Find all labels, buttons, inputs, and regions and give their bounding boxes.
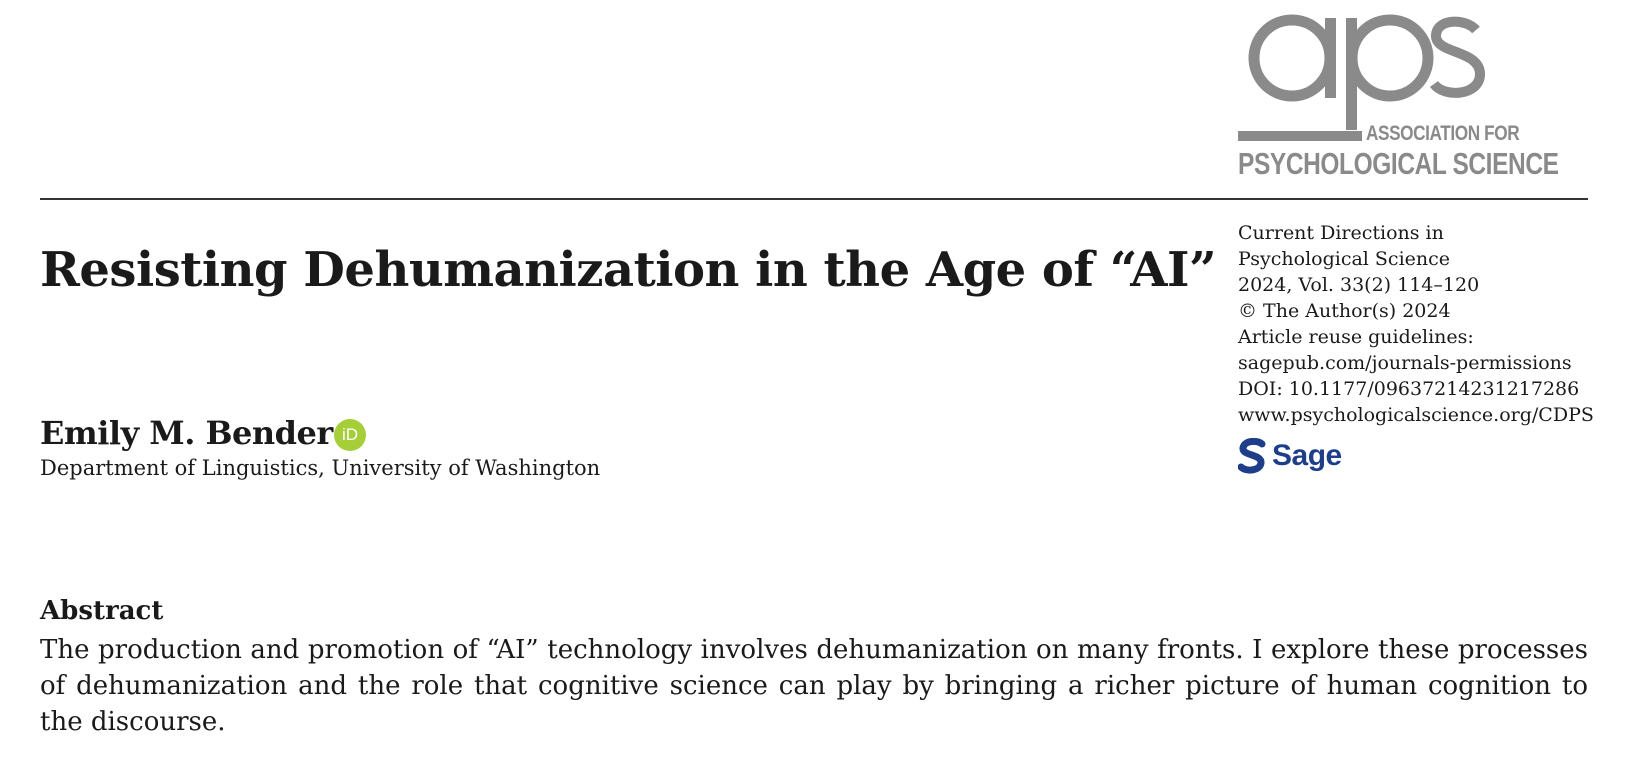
article-title: Resisting Dehumanization in the Age of “AI”: [40, 242, 1217, 298]
sage-s-icon: [1238, 438, 1266, 474]
reuse-link[interactable]: sagepub.com/journals-permissions: [1238, 352, 1572, 374]
doi-link[interactable]: DOI: 10.1177/09637214231217286: [1238, 378, 1580, 400]
abstract-text: The production and promotion of “AI” technology involves dehumanization on many fronts. I explore these processes of dehumanization and the role that cognitive science can play by bringing a richer picture of human cognition to the discourse.: [40, 635, 1588, 737]
reuse-label: Article reuse guidelines:: [1238, 326, 1474, 348]
sage-logo: [1238, 436, 1342, 476]
sage-wordmark: Sage: [1272, 439, 1342, 472]
abstract-heading: Abstract: [40, 596, 164, 626]
journal-name: Current Directions in Psychological Science: [1238, 222, 1451, 270]
header-rule: [40, 198, 1588, 200]
logo-text-association: ASSOCIATION FOR: [1366, 122, 1520, 145]
journal-volume: 2024, Vol. 33(2) 114–120: [1238, 274, 1480, 296]
logo-text-psychological-science: PSYCHOLOGICAL SCIENCE: [1238, 146, 1559, 181]
journal-website-link[interactable]: www.psychologicalscience.org/CDPS: [1238, 404, 1594, 426]
author-name[interactable]: Emily M. Bender: [40, 414, 333, 452]
copyright: © The Author(s) 2024: [1238, 300, 1451, 322]
logo-divider: [1238, 131, 1362, 141]
orcid-icon[interactable]: iD: [334, 419, 366, 451]
journal-meta: [1238, 220, 1608, 428]
aps-logo-mark: [1240, 6, 1510, 136]
author-affiliation: Department of Linguistics, University of Washington: [40, 456, 601, 480]
